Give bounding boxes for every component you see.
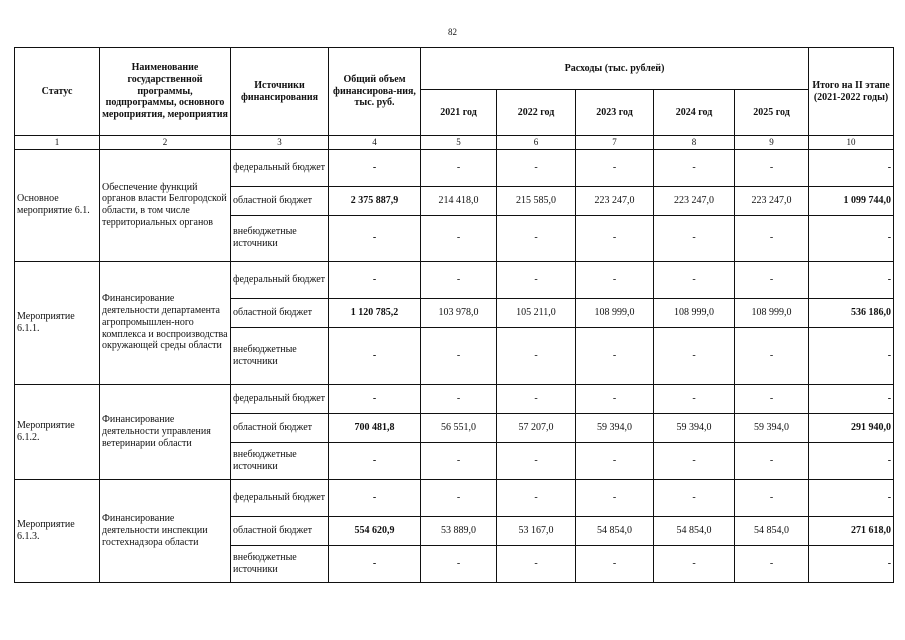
header-total-volume: Общий объем финансирова-ния, тыс. руб. (329, 48, 421, 136)
year-value-cell: 54 854,0 (735, 516, 809, 545)
column-number: 9 (735, 136, 809, 150)
year-value-cell: - (735, 479, 809, 516)
year-value-cell: - (497, 149, 576, 186)
year-value-cell: - (421, 442, 497, 479)
year-value-cell: - (576, 479, 654, 516)
source-cell: внебюджетные источники (231, 215, 329, 261)
year-value-cell: - (576, 327, 654, 384)
name-cell: Финансирование деятельности департамента агропромышлен-ного комплекса и воспроизводства окружающей среды области (100, 261, 231, 384)
header-sources: Источники финансирования (231, 48, 329, 136)
year-value-cell: - (576, 215, 654, 261)
column-number: 1 (15, 136, 100, 150)
source-cell: внебюджетные источники (231, 545, 329, 582)
source-cell: областной бюджет (231, 298, 329, 327)
source-cell: областной бюджет (231, 413, 329, 442)
year-value-cell: 53 167,0 (497, 516, 576, 545)
year-value-cell: - (497, 442, 576, 479)
table-row (15, 384, 894, 413)
table-row (15, 479, 894, 516)
year-value-cell: - (735, 149, 809, 186)
year-value-cell: - (497, 215, 576, 261)
column-number: 2 (100, 136, 231, 150)
year-value-cell: - (497, 261, 576, 298)
year-value-cell: - (735, 442, 809, 479)
itogo-cell: 1 099 744,0 (809, 186, 894, 215)
total-volume-cell: 700 481,8 (329, 413, 421, 442)
itogo-cell: - (809, 149, 894, 186)
year-value-cell: - (421, 215, 497, 261)
total-volume-cell: 2 375 887,9 (329, 186, 421, 215)
source-cell: федеральный бюджет (231, 479, 329, 516)
itogo-cell: - (809, 261, 894, 298)
year-value-cell: - (576, 261, 654, 298)
total-volume-cell: - (329, 327, 421, 384)
header-expenses: Расходы (тыс. рублей) (421, 48, 809, 90)
year-value-cell: 223 247,0 (576, 186, 654, 215)
year-value-cell: - (735, 384, 809, 413)
year-value-cell: - (421, 327, 497, 384)
column-number: 8 (654, 136, 735, 150)
year-value-cell: 54 854,0 (576, 516, 654, 545)
status-cell: Мероприятие 6.1.1. (15, 261, 100, 384)
header-year: 2022 год (497, 90, 576, 136)
year-value-cell: - (421, 479, 497, 516)
column-number: 6 (497, 136, 576, 150)
year-value-cell: - (497, 479, 576, 516)
status-cell: Мероприятие 6.1.3. (15, 479, 100, 582)
name-cell: Обеспечение функций органов власти Белгородской области, в том числе территориальных органов (100, 149, 231, 261)
column-number: 10 (809, 136, 894, 150)
year-value-cell: 59 394,0 (576, 413, 654, 442)
year-value-cell: - (421, 149, 497, 186)
name-cell: Финансирование деятельности инспекции гостехнадзора области (100, 479, 231, 582)
itogo-cell: - (809, 215, 894, 261)
source-cell: федеральный бюджет (231, 149, 329, 186)
total-volume-cell: 554 620,9 (329, 516, 421, 545)
header-year: 2024 год (654, 90, 735, 136)
year-value-cell: 108 999,0 (654, 298, 735, 327)
year-value-cell: - (654, 327, 735, 384)
year-value-cell: 105 211,0 (497, 298, 576, 327)
header-year: 2023 год (576, 90, 654, 136)
status-cell: Основное мероприятие 6.1. (15, 149, 100, 261)
year-value-cell: - (654, 215, 735, 261)
table-row (15, 261, 894, 298)
source-cell: федеральный бюджет (231, 261, 329, 298)
year-value-cell: 214 418,0 (421, 186, 497, 215)
year-value-cell: - (576, 384, 654, 413)
itogo-cell: 271 618,0 (809, 516, 894, 545)
itogo-cell: 291 940,0 (809, 413, 894, 442)
year-value-cell: - (576, 149, 654, 186)
year-value-cell: - (497, 327, 576, 384)
source-cell: областной бюджет (231, 186, 329, 215)
year-value-cell: 108 999,0 (576, 298, 654, 327)
funding-table (14, 47, 894, 583)
itogo-cell: - (809, 479, 894, 516)
year-value-cell: 103 978,0 (421, 298, 497, 327)
total-volume-cell: - (329, 384, 421, 413)
source-cell: внебюджетные источники (231, 327, 329, 384)
total-volume-cell: - (329, 215, 421, 261)
year-value-cell: - (654, 545, 735, 582)
source-cell: внебюджетные источники (231, 442, 329, 479)
total-volume-cell: 1 120 785,2 (329, 298, 421, 327)
itogo-cell: - (809, 327, 894, 384)
column-number-row (15, 136, 894, 150)
year-value-cell: - (654, 384, 735, 413)
year-value-cell: - (654, 442, 735, 479)
year-value-cell: - (735, 545, 809, 582)
year-value-cell: 223 247,0 (654, 186, 735, 215)
itogo-cell: - (809, 384, 894, 413)
year-value-cell: - (654, 149, 735, 186)
header-status: Статус (15, 48, 100, 136)
year-value-cell: - (497, 545, 576, 582)
year-value-cell: - (735, 215, 809, 261)
year-value-cell: - (654, 479, 735, 516)
column-number: 5 (421, 136, 497, 150)
year-value-cell: - (654, 261, 735, 298)
year-value-cell: 108 999,0 (735, 298, 809, 327)
year-value-cell: 53 889,0 (421, 516, 497, 545)
table-row (15, 149, 894, 186)
column-number: 4 (329, 136, 421, 150)
year-value-cell: 54 854,0 (654, 516, 735, 545)
year-value-cell: - (735, 327, 809, 384)
page-number: 82 (448, 27, 457, 37)
total-volume-cell: - (329, 442, 421, 479)
itogo-cell: - (809, 442, 894, 479)
year-value-cell: 57 207,0 (497, 413, 576, 442)
name-cell: Финансирование деятельности управления ветеринарии области (100, 384, 231, 479)
source-cell: федеральный бюджет (231, 384, 329, 413)
year-value-cell: 59 394,0 (735, 413, 809, 442)
itogo-cell: 536 186,0 (809, 298, 894, 327)
source-cell: областной бюджет (231, 516, 329, 545)
year-value-cell: 223 247,0 (735, 186, 809, 215)
total-volume-cell: - (329, 545, 421, 582)
year-value-cell: - (421, 384, 497, 413)
year-value-cell: - (497, 384, 576, 413)
year-value-cell: - (735, 261, 809, 298)
year-value-cell: - (421, 545, 497, 582)
header-year: 2021 год (421, 90, 497, 136)
year-value-cell: 59 394,0 (654, 413, 735, 442)
total-volume-cell: - (329, 149, 421, 186)
header-year: 2025 год (735, 90, 809, 136)
header-itogo: Итого на II этапе (2021-2022 годы) (809, 48, 894, 136)
column-number: 3 (231, 136, 329, 150)
column-number: 7 (576, 136, 654, 150)
total-volume-cell: - (329, 261, 421, 298)
year-value-cell: - (576, 545, 654, 582)
year-value-cell: - (576, 442, 654, 479)
total-volume-cell: - (329, 479, 421, 516)
status-cell: Мероприятие 6.1.2. (15, 384, 100, 479)
itogo-cell: - (809, 545, 894, 582)
year-value-cell: - (421, 261, 497, 298)
year-value-cell: 215 585,0 (497, 186, 576, 215)
year-value-cell: 56 551,0 (421, 413, 497, 442)
header-name: Наименование государственной программы, подпрограммы, основного мероприятия, мероприятия (100, 48, 231, 136)
